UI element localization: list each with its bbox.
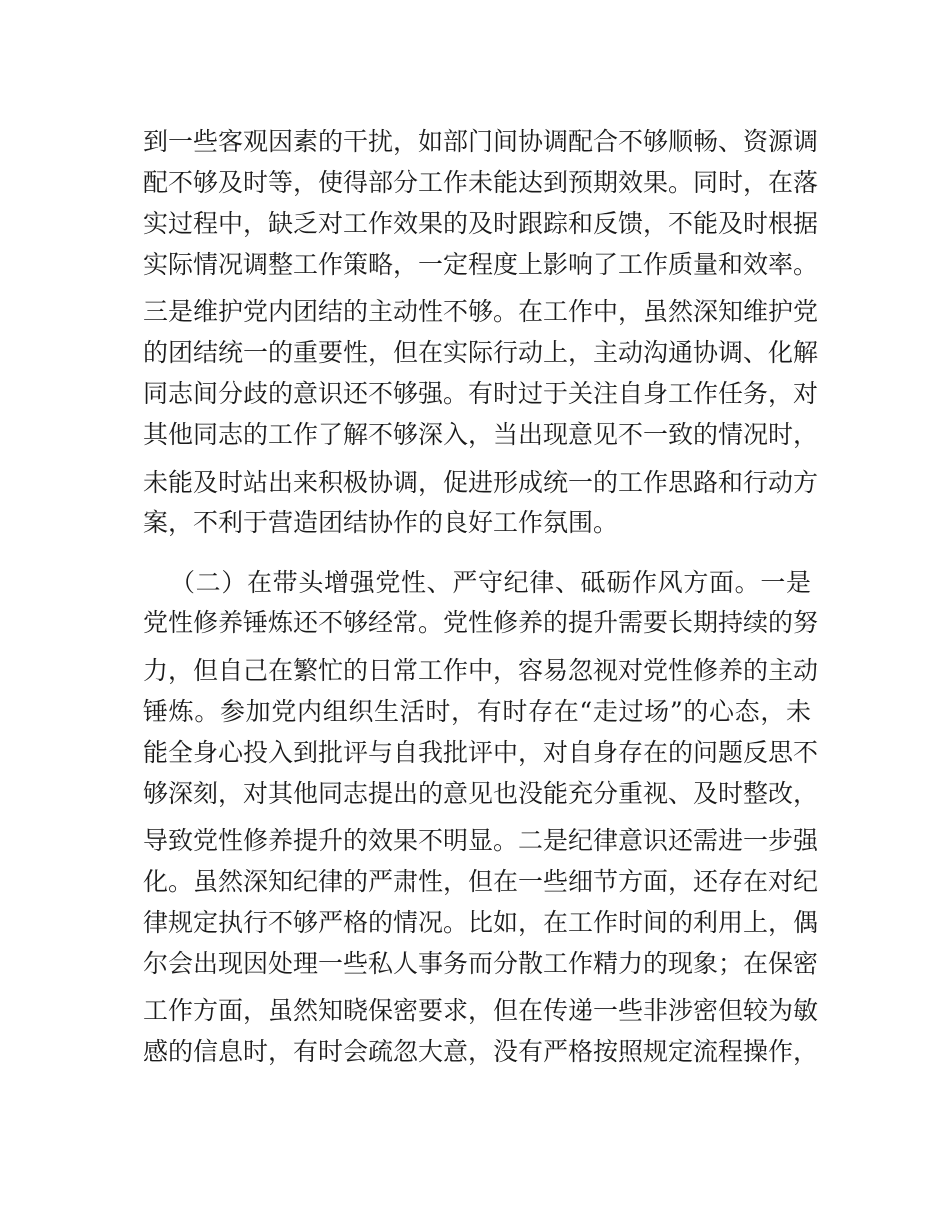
text-line: 的团结统一的重要性，但在实际行动上，主动沟通协调、化解 [143,338,819,367]
text-line: 能全身心投入到批评与自我批评中，对自身存在的问题反思不 [143,738,819,767]
text-line: 到一些客观因素的干扰，如部门间协调配合不够顺畅、资源调 [143,127,819,156]
section-heading-line: （二）在带头增强党性、严守纪律、砥砺作风方面。一是 [170,568,811,597]
text-line: 导致党性修养提升的效果不明显。二是纪律意识还需进一步强 [143,826,819,855]
text-line: 工作方面，虽然知晓保密要求，但在传递一些非涉密但较为敏 [143,996,819,1025]
text-line: 够深刻，对其他同志提出的意见也没能充分重视、及时整改， [143,779,819,808]
text-line: 案，不利于营造团结协作的良好工作氛围。 [143,508,619,537]
text-line: 感的信息时，有时会疏忽大意，没有严格按照规定流程操作， [143,1037,819,1066]
text-line: 其他同志的工作了解不够深入，当出现意见不一致的情况时， [143,420,819,449]
text-line: 尔会出现因处理一些私人事务而分散工作精力的现象；在保密 [143,949,819,978]
text-line: 未能及时站出来积极协调，促进形成统一的工作思路和行动方 [143,468,819,497]
text-line: 力，但自己在繁忙的日常工作中，容易忽视对党性修养的主动 [143,656,819,685]
text-line: 党性修养锤炼还不够经常。党性修养的提升需要长期持续的努 [143,608,819,637]
text-line: 锤炼。参加党内组织生活时，有时存在“走过场”的心态，未 [143,697,811,726]
text-line: 配不够及时等，使得部分工作未能达到预期效果。同时，在落 [143,168,819,197]
text-line: 实过程中，缺乏对工作效果的及时跟踪和反馈，不能及时根据 [143,209,819,238]
text-line: 三是维护党内团结的主动性不够。在工作中，虽然深知维护党 [143,297,819,326]
text-line: 律规定执行不够严格的情况。比如，在工作时间的利用上，偶 [143,908,819,937]
text-line: 实际情况调整工作策略，一定程度上影响了工作质量和效率。 [143,250,819,279]
text-line: 同志间分歧的意识还不够强。有时过于关注自身工作任务，对 [143,379,819,408]
text-line: 化。虽然深知纪律的严肃性，但在一些细节方面，还存在对纪 [143,867,819,896]
